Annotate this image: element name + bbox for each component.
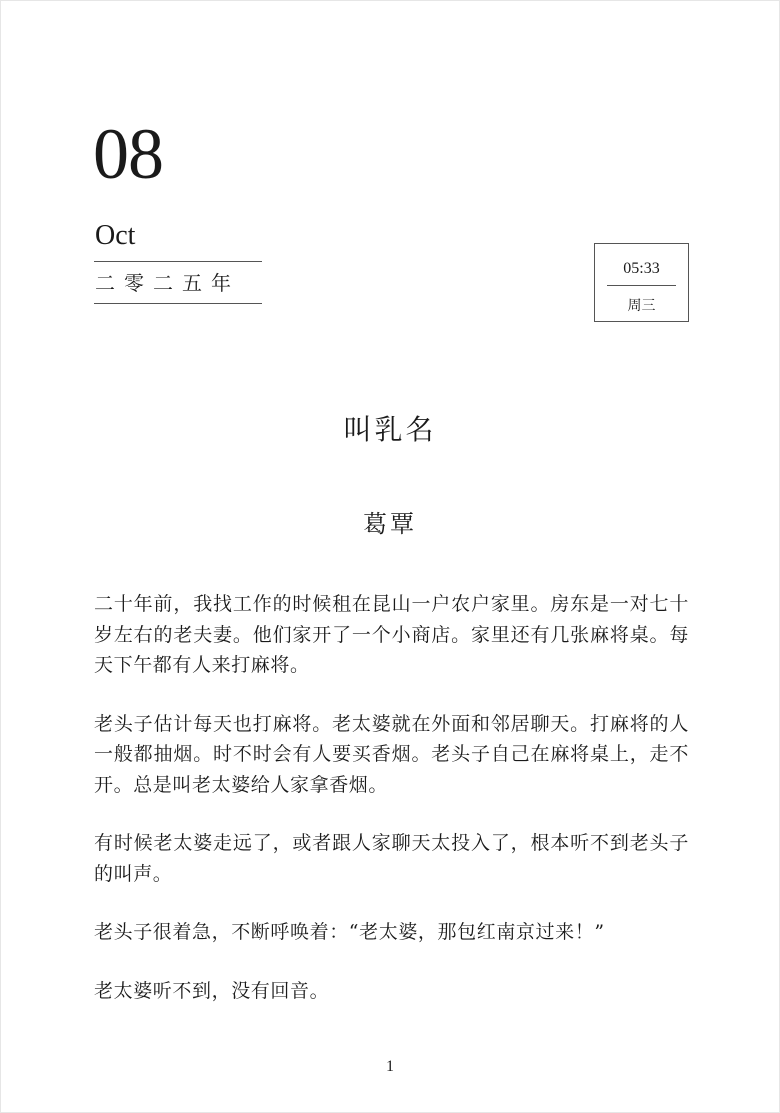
date-month: Oct (95, 220, 136, 251)
paragraph: 有时候老太婆走远了，或者跟人家聊天太投入了，根本听不到老头子的叫声。 (94, 832, 689, 885)
time-box (594, 243, 689, 322)
paragraph: 老太婆听不到，没有回音。 (94, 979, 330, 1002)
article-author: 葛覃 (363, 510, 417, 538)
paragraph: 二十年前，我找工作的时候租在昆山一户农户家里。房东是一对七十岁左右的老夫妻。他们家开了一个小商店。家里还有几张麻将桌。每天下午都有人来打麻将。 (94, 593, 689, 676)
year-bottom-rule (94, 303, 262, 304)
year-top-rule (94, 261, 262, 262)
paragraph: 老头子估计每天也打麻将。老太婆就在外面和邻居聊天。打麻将的人一般都抽烟。时不时会有人要买香烟。老头子自己在麻将桌上，走不开。总是叫老太婆给人家拿香烟。 (94, 712, 689, 796)
paragraph: 老头子很着急，不断呼唤着：“老太婆，那包红南京过来！” (94, 921, 605, 943)
article-body (94, 589, 689, 1034)
date-day: 08 (93, 114, 163, 194)
weekday-label: 周三 (627, 298, 656, 314)
time-box-divider (607, 285, 676, 286)
article-title: 叫乳名 (343, 413, 437, 446)
date-year: 二零二五年 (95, 271, 240, 295)
time-label: 05:33 (623, 260, 660, 277)
page-number: 1 (386, 1058, 394, 1075)
